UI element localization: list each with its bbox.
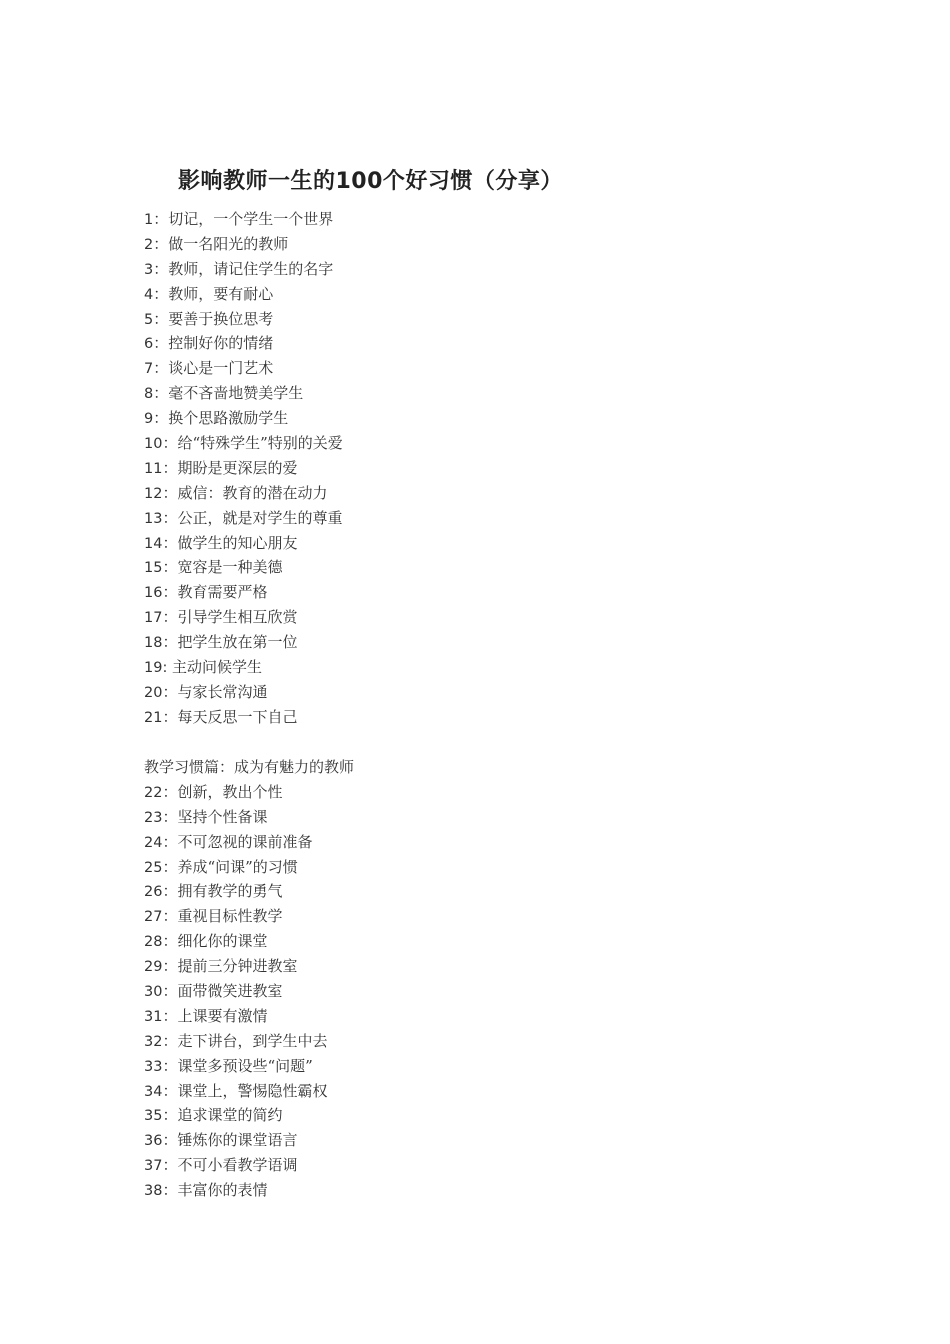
item-number: 5 (144, 311, 154, 328)
item-separator: ： (162, 1056, 178, 1075)
item-number: 9 (144, 411, 154, 428)
list-item (144, 282, 784, 307)
item-number: 7 (144, 361, 154, 378)
item-text: 引导学生相互欣赏 (177, 608, 298, 627)
item-separator: ： (162, 1131, 178, 1150)
item-separator: ： (162, 1006, 178, 1025)
list-item (144, 232, 784, 257)
item-text: 面带微笑进教室 (177, 982, 283, 1001)
item-text: 课堂多预设些“问题” (177, 1056, 313, 1075)
list-item (144, 605, 784, 630)
item-number: 27 (144, 909, 163, 926)
list-item (144, 1128, 784, 1153)
list-item (144, 1054, 784, 1079)
item-number: 23 (144, 809, 163, 826)
item-separator: ： (162, 583, 178, 602)
list-item (144, 954, 784, 979)
item-text: 上课要有激情 (177, 1006, 268, 1025)
item-text: 给“特殊学生”特别的关爱 (177, 434, 343, 453)
item-number: 29 (144, 959, 163, 976)
item-text: 拥有教学的勇气 (177, 882, 283, 901)
list-item (144, 879, 784, 904)
item-text: 教育需要严格 (177, 583, 268, 602)
item-number: 38 (144, 1183, 163, 1200)
item-number: 20 (144, 684, 163, 701)
item-text: 威信：教育的潜在动力 (177, 483, 328, 502)
item-text: 毫不吝啬地赞美学生 (168, 384, 304, 403)
item-text: 创新，教出个性 (177, 782, 283, 801)
list-item (144, 855, 784, 880)
item-number: 2 (144, 236, 154, 253)
item-number: 35 (144, 1108, 163, 1125)
list-item (144, 1079, 784, 1104)
item-separator: ： (162, 633, 178, 652)
item-separator: ： (162, 508, 178, 527)
document-title: 影响教师一生的100个好习惯（分享） (178, 169, 563, 194)
item-separator: ： (162, 832, 178, 851)
item-separator: ： (153, 384, 169, 403)
list-item (144, 805, 784, 830)
list-item (144, 904, 784, 929)
list-item (144, 1103, 784, 1128)
item-number: 15 (144, 560, 163, 577)
item-text: 期盼是更深层的爱 (177, 458, 298, 477)
item-number: 32 (144, 1033, 163, 1050)
item-number: 37 (144, 1158, 163, 1175)
item-text: 锤炼你的课堂语言 (177, 1131, 298, 1150)
item-number: 31 (144, 1008, 163, 1025)
list-item (144, 331, 784, 356)
item-separator: : (162, 660, 172, 677)
list-item (144, 705, 784, 730)
item-number: 33 (144, 1058, 163, 1075)
list-item (144, 1004, 784, 1029)
item-text: 每天反思一下自己 (177, 707, 298, 726)
item-separator: ： (153, 309, 169, 328)
item-separator: ： (162, 558, 178, 577)
item-separator: ： (162, 957, 178, 976)
item-separator: ： (162, 533, 178, 552)
list-item (144, 307, 784, 332)
item-text: 做学生的知心朋友 (177, 533, 298, 552)
item-text: 换个思路激励学生 (168, 409, 289, 428)
item-number: 10 (144, 436, 163, 453)
item-separator: ： (153, 334, 169, 353)
item-number: 3 (144, 261, 154, 278)
list-item (144, 406, 784, 431)
item-text: 做一名阳光的教师 (168, 234, 289, 253)
item-number: 25 (144, 859, 163, 876)
item-number: 16 (144, 585, 163, 602)
item-number: 26 (144, 884, 163, 901)
item-number: 14 (144, 535, 163, 552)
item-text: 控制好你的情绪 (168, 334, 274, 353)
habit-list-part-1 (144, 207, 784, 730)
item-separator: ： (162, 707, 178, 726)
item-separator: ： (162, 907, 178, 926)
item-number: 30 (144, 984, 163, 1001)
list-item (144, 456, 784, 481)
item-number: 6 (144, 336, 154, 353)
item-text: 课堂上，警惕隐性霸权 (177, 1081, 328, 1100)
item-separator: ： (162, 807, 178, 826)
item-number: 1 (144, 212, 154, 228)
item-separator: ： (162, 1031, 178, 1050)
list-item (144, 531, 784, 556)
list-item (144, 680, 784, 705)
list-item (144, 979, 784, 1004)
item-text: 把学生放在第一位 (177, 633, 298, 652)
item-separator: ： (162, 458, 178, 477)
item-separator: ： (162, 882, 178, 901)
item-separator: ： (153, 259, 169, 278)
list-item (144, 481, 784, 506)
section-heading: 教学习惯篇：成为有魅力的教师 (144, 758, 355, 776)
item-number: 28 (144, 934, 163, 951)
list-item (144, 431, 784, 456)
item-separator: ： (153, 284, 169, 303)
item-number: 24 (144, 834, 163, 851)
list-item (144, 555, 784, 580)
list-item (144, 929, 784, 954)
item-number: 11 (144, 460, 163, 477)
item-text: 教师，请记住学生的名字 (168, 259, 334, 278)
list-item (144, 1178, 784, 1203)
item-separator: ： (162, 857, 178, 876)
item-text: 公正，就是对学生的尊重 (177, 508, 343, 527)
list-item (144, 1153, 784, 1178)
item-separator: ： (162, 932, 178, 951)
list-item (144, 207, 784, 232)
item-number: 13 (144, 510, 163, 527)
item-number: 36 (144, 1133, 163, 1150)
item-separator: ： (162, 782, 178, 801)
item-text: 走下讲台，到学生中去 (177, 1031, 328, 1050)
list-item (144, 630, 784, 655)
item-separator: ： (162, 682, 178, 701)
item-separator: ： (162, 982, 178, 1001)
list-item (144, 356, 784, 381)
item-separator: ： (162, 483, 178, 502)
item-separator: ： (153, 210, 169, 228)
item-text: 教师，要有耐心 (168, 284, 274, 303)
item-separator: ： (162, 1106, 178, 1125)
item-separator: ： (153, 234, 169, 253)
list-item (144, 381, 784, 406)
list-item (144, 506, 784, 531)
item-number: 4 (144, 286, 154, 303)
item-number: 8 (144, 386, 154, 403)
item-number: 17 (144, 610, 163, 627)
item-text: 丰富你的表情 (177, 1181, 268, 1200)
item-text: 切记，一个学生一个世界 (168, 210, 334, 228)
item-separator: ： (153, 359, 169, 378)
item-text: 细化你的课堂 (177, 932, 268, 951)
item-separator: ： (162, 1181, 178, 1200)
list-item (144, 257, 784, 282)
item-separator: ： (162, 1156, 178, 1175)
item-text: 追求课堂的简约 (177, 1106, 283, 1125)
item-text: 重视目标性教学 (177, 907, 283, 926)
item-number: 18 (144, 635, 163, 652)
item-text: 主动问候学生 (171, 658, 262, 677)
item-separator: ： (153, 409, 169, 428)
item-number: 12 (144, 485, 163, 502)
item-text: 宽容是一种美德 (177, 558, 283, 577)
list-item (144, 1029, 784, 1054)
item-separator: ： (162, 434, 178, 453)
item-number: 34 (144, 1083, 163, 1100)
item-text: 不可小看教学语调 (177, 1156, 298, 1175)
habit-list-part-2 (144, 755, 784, 1203)
list-item (144, 655, 784, 680)
item-text: 与家长常沟通 (177, 682, 268, 701)
item-text: 坚持个性备课 (177, 807, 268, 826)
list-item (144, 780, 784, 805)
item-text: 谈心是一门艺术 (168, 359, 274, 378)
item-separator: ： (162, 1081, 178, 1100)
item-number: 22 (144, 784, 163, 801)
item-text: 养成“问课”的习惯 (177, 857, 298, 876)
list-item (144, 580, 784, 605)
item-number: 19 (144, 660, 163, 677)
item-text: 要善于换位思考 (168, 309, 274, 328)
item-separator: ： (162, 608, 178, 627)
item-text: 提前三分钟进教室 (177, 957, 298, 976)
list-item (144, 830, 784, 855)
item-text: 不可忽视的课前准备 (177, 832, 313, 851)
item-number: 21 (144, 709, 163, 726)
